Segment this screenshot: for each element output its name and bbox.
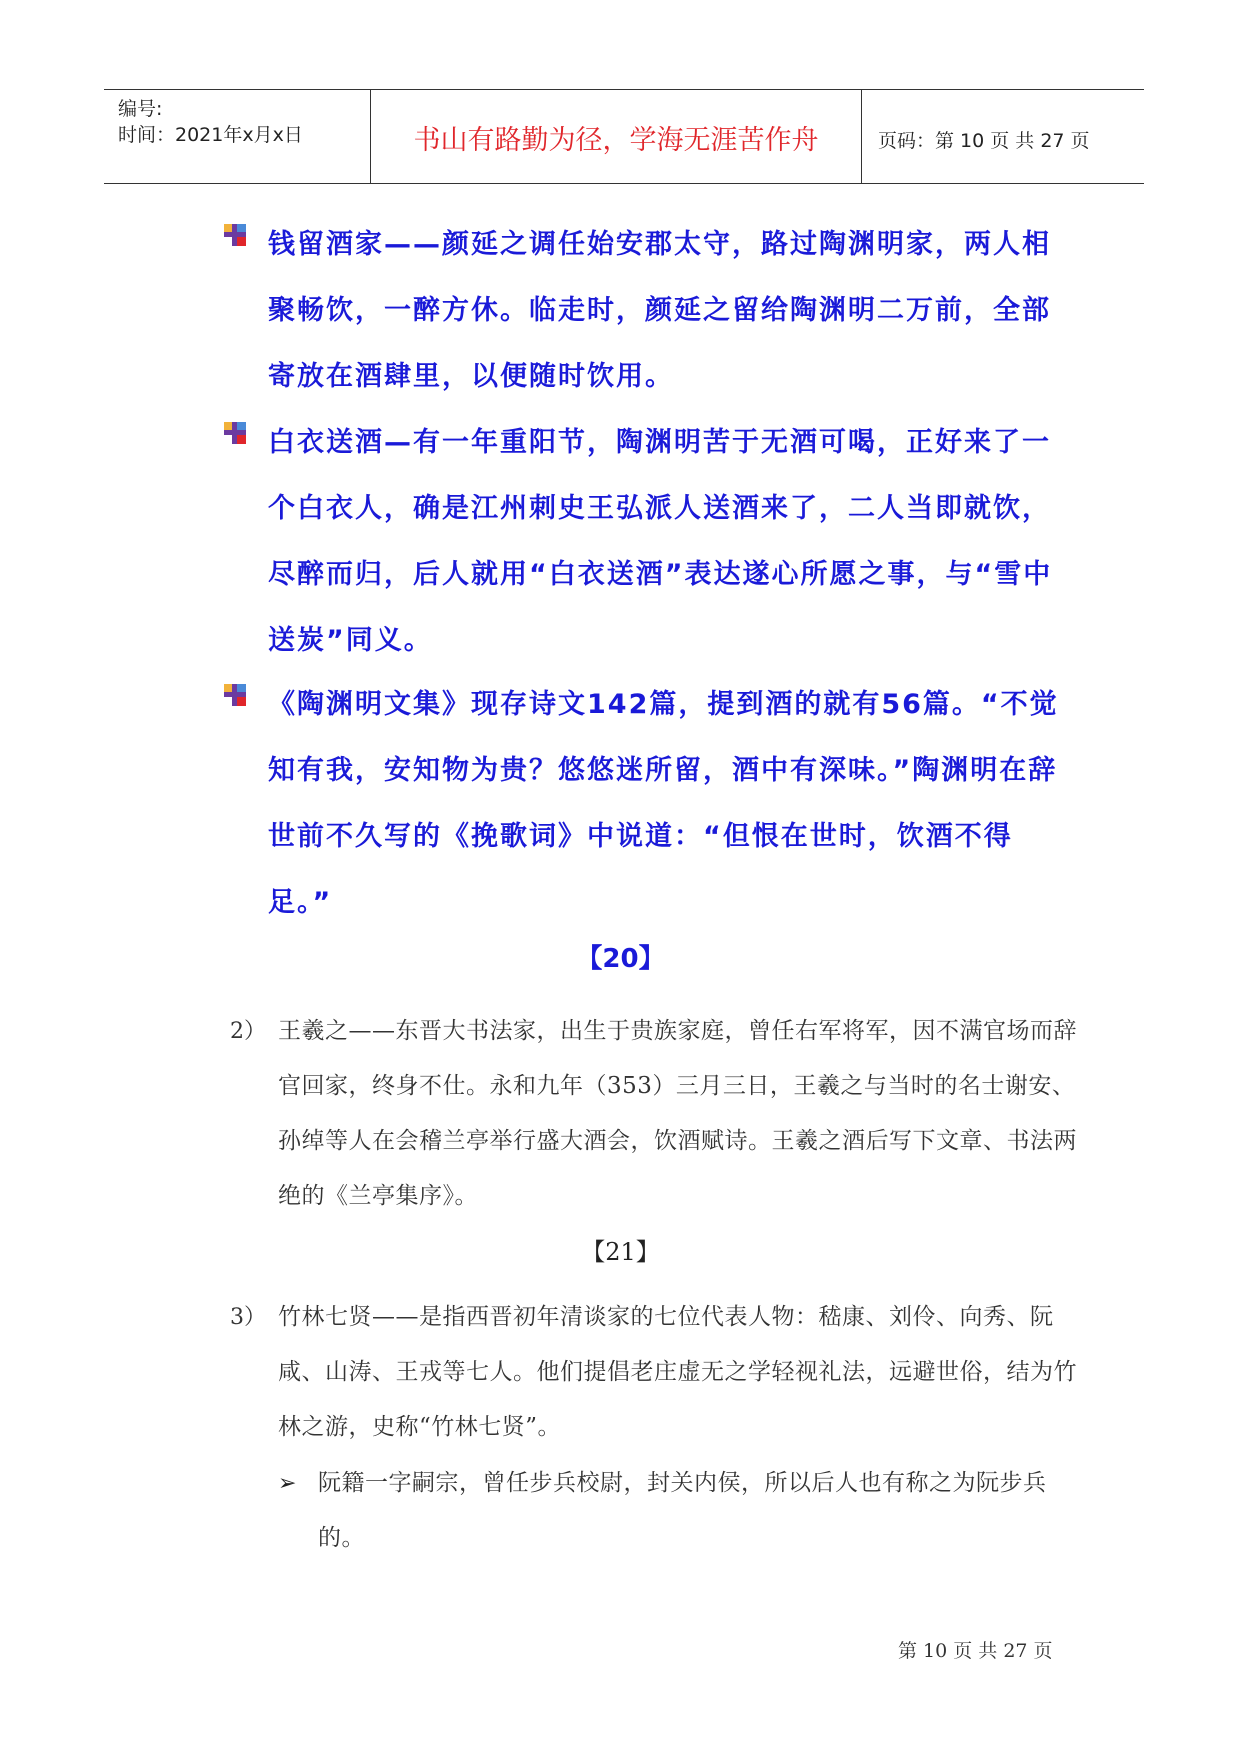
header-motto-cell [371,90,862,183]
list-item-3 [230,1290,1078,1455]
paragraph-text: 王羲之——东晋大书法家，出生于贵族家庭，曾任右军将军，因不满官场而辞官回家，终身不仕。永和九年（353）三月三日，王羲之与当时的名士谢安、孙绰等人在会稽兰亭举行盛大酒会，饮酒赋诗。王羲之酒后写下文章、书法两绝的《兰亭集序》。 [278,1018,1077,1209]
page-header [104,89,1144,184]
arrow-bullet-icon: ➢ [278,1471,297,1496]
page-footer: 第 10 页 共 27 页 [898,1640,1053,1662]
bullet-item [268,410,1068,674]
header-page-cell [862,90,1144,183]
bullet-icon [224,224,246,246]
sub-list-item [278,1456,1078,1566]
time-label: 时间：2021年x月x日 [118,124,303,146]
bullet-text: 白衣送酒—有一年重阳节，陶渊明苦于无酒可喝，正好来了一个白衣人，确是江州刺史王弘派人送酒来了，二人当即就饮，尽醉而归，后人就用“白衣送酒”表达遂心所愿之事，与“雪中送炭”同义。 [268,427,1053,656]
bullet-icon [224,422,246,444]
serial-label: 编号: [118,98,163,120]
bullet-item [268,672,1068,936]
bullet-icon [224,684,246,706]
list-number: 3） [230,1305,266,1330]
header-meta-cell [104,90,371,183]
bullet-item [268,212,1068,410]
motto: 书山有路勤为径，学海无涯苦作舟 [413,125,819,156]
sub-item-text: 阮籍一字嗣宗，曾任步兵校尉，封关内侯，所以后人也有称之为阮步兵的。 [318,1470,1047,1551]
list-item-2 [230,1004,1078,1224]
section-marker-20: 【20】 [576,944,665,974]
list-number: 2） [230,1019,266,1044]
page-number-label: 页码：第 10 页 共 27 页 [878,130,1090,152]
bullet-text: 《陶渊明文集》现存诗文142篇，提到酒的就有56篇。“不觉知有我，安知物为贵？悠悠迷所留，酒中有深味。”陶渊明在辞世前不久写的《挽歌词》中说道：“但恨在世时，饮酒不得足。” [268,689,1059,918]
paragraph-text: 竹林七贤——是指西晋初年清谈家的七位代表人物：嵇康、刘伶、向秀、阮咸、山涛、王戎等七人。他们提倡老庄虚无之学轻视礼法，远避世俗，结为竹林之游，史称“竹林七贤”。 [278,1304,1077,1440]
section-marker-21: 【21】 [581,1238,660,1266]
bullet-text: 钱留酒家——颜延之调任始安郡太守，路过陶渊明家，两人相聚畅饮，一醉方休。临走时，颜延之留给陶渊明二万前，全部寄放在酒肆里，以便随时饮用。 [268,229,1051,392]
